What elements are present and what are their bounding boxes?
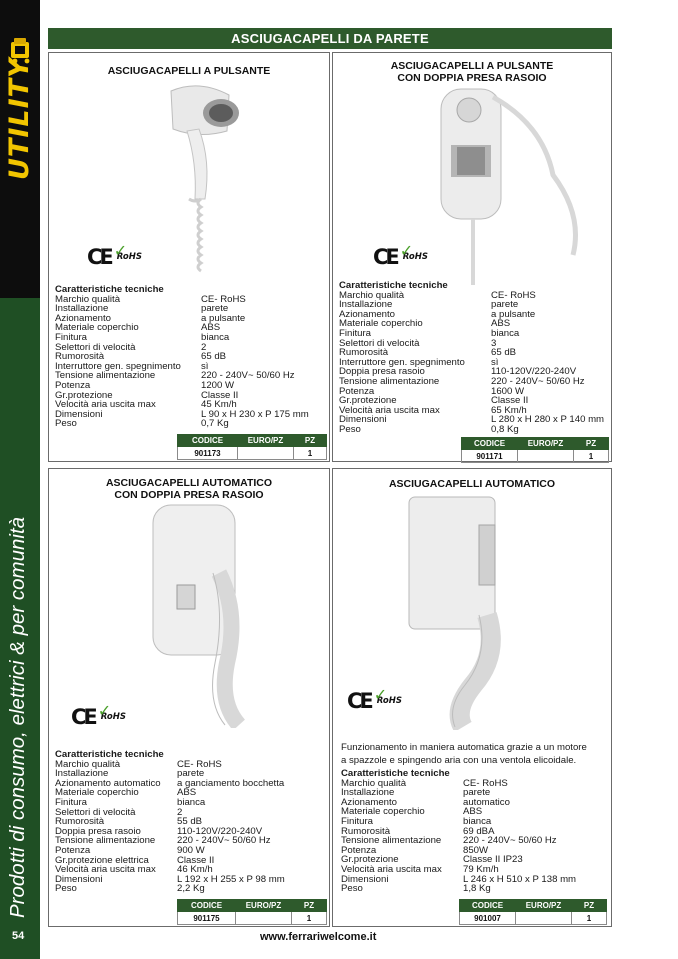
spec-value: ABS <box>463 806 483 818</box>
spec-label: Velocità aria uscita max <box>55 399 156 411</box>
spec-label: Finitura <box>55 796 87 808</box>
spec-label: Velocità aria uscita max <box>55 864 156 876</box>
product-code: 901175 <box>178 912 236 925</box>
ce-mark: CE <box>87 245 111 269</box>
spec-value: CE- RoHS <box>463 777 508 789</box>
spec-label: Peso <box>341 883 363 895</box>
rohs-mark: ✓ RoHS <box>101 712 126 722</box>
sidebar <box>0 0 40 959</box>
hair-dryer-image <box>433 85 593 285</box>
qty-header: PZ <box>292 900 327 912</box>
spec-value: 900 W <box>177 844 205 856</box>
spec-label: Rumorosità <box>55 351 105 363</box>
spec-value: 220 - 240V~ 50/60 Hz <box>177 835 271 847</box>
spec-value: 3 <box>491 337 497 349</box>
code-header: CODICE <box>178 900 236 912</box>
spec-label: Gr.protezione <box>55 389 113 401</box>
spec-label: Tensione alimentazione <box>339 375 440 387</box>
spec-label: Selettori di velocità <box>339 337 420 349</box>
hair-dryer-image <box>149 503 249 728</box>
spec-value: 1200 W <box>201 379 235 391</box>
spec-value: sì <box>491 356 499 368</box>
price-header: EURO/PZ <box>516 900 572 912</box>
spec-row <box>339 377 609 387</box>
spec-value: L 280 x H 280 x P 140 mm <box>491 414 605 426</box>
spec-list <box>55 285 325 429</box>
product-code: 901007 <box>460 912 516 925</box>
spec-row <box>55 419 325 429</box>
code-table <box>459 899 607 925</box>
rohs-mark: ✓ RoHS <box>377 696 402 706</box>
rohs-mark: ✓ RoHS <box>403 252 428 262</box>
product-price <box>516 912 572 925</box>
spec-label: Marchio qualità <box>339 289 405 301</box>
code-table <box>177 434 327 460</box>
spec-value: CE- RoHS <box>177 758 222 770</box>
spec-label: Dimensioni <box>339 414 387 426</box>
spec-label: Installazione <box>55 303 109 315</box>
spec-value: Classe II IP23 <box>463 854 523 866</box>
spec-value: L 192 x H 255 x P 98 mm <box>177 873 285 885</box>
code-header: CODICE <box>178 435 238 447</box>
rohs-mark: ✓ RoHS <box>117 252 142 262</box>
spec-row <box>339 425 609 435</box>
spec-label: Materiale coperchio <box>339 318 423 330</box>
product-title: ASCIUGACAPELLI AUTOMATICO <box>105 477 273 489</box>
price-header: EURO/PZ <box>236 900 292 912</box>
page-number: 54 <box>12 930 25 942</box>
spec-value: automatico <box>463 796 510 808</box>
code-header: CODICE <box>462 438 518 450</box>
spec-value: 220 - 240V~ 50/60 Hz <box>491 375 585 387</box>
ce-mark: CE <box>71 705 95 729</box>
spec-label: Selettori di velocità <box>55 806 136 818</box>
spec-label: Doppia presa rasoio <box>55 825 141 837</box>
product-card <box>332 52 612 462</box>
spec-label: Installazione <box>339 299 393 311</box>
spec-label: Marchio qualità <box>341 777 407 789</box>
spec-value: 2,2 Kg <box>177 883 205 895</box>
spec-row <box>339 415 609 425</box>
product-title: ASCIUGACAPELLI AUTOMATICO <box>388 478 556 490</box>
description-line: a spazzole e spingendo aria con una ventola elicoidale. <box>341 754 577 766</box>
spec-label: Selettori di velocità <box>55 341 136 353</box>
product-card <box>48 52 330 462</box>
certification-marks <box>87 245 142 269</box>
spec-value: parete <box>201 303 229 315</box>
spec-label: Azionamento automatico <box>55 777 161 789</box>
ce-mark: CE <box>373 245 397 269</box>
spec-value: ABS <box>201 322 221 334</box>
product-code: 901173 <box>178 447 238 460</box>
spec-value: 45 Km/h <box>201 399 237 411</box>
spec-label: Interruttore gen. spegnimento <box>339 356 465 368</box>
spec-label: Tensione alimentazione <box>341 835 442 847</box>
spec-value: L 90 x H 230 x P 175 mm <box>201 408 309 420</box>
product-qty: 1 <box>294 447 327 460</box>
spec-value: sì <box>201 360 209 372</box>
product-title: ASCIUGACAPELLI A PULSANTE <box>107 65 271 77</box>
spec-label: Peso <box>55 883 77 895</box>
spec-label: Finitura <box>341 815 373 827</box>
spec-value: L 246 x H 510 x P 138 mm <box>463 873 577 885</box>
spec-label: Peso <box>339 423 361 435</box>
spec-label: Potenza <box>339 385 375 397</box>
spec-list <box>55 750 325 894</box>
spec-value: 79 Km/h <box>463 863 499 875</box>
spec-label: Dimensioni <box>341 873 389 885</box>
product-subtitle: CON DOPPIA PRESA RASOIO <box>114 489 264 501</box>
spec-value: bianca <box>463 815 492 827</box>
spec-row <box>55 371 325 381</box>
spec-value: a pulsante <box>491 308 536 320</box>
hair-dryer-image <box>159 81 249 286</box>
certification-marks <box>373 245 428 269</box>
spec-value: ABS <box>491 318 511 330</box>
spec-value: 2 <box>201 341 207 353</box>
spec-label: Dimensioni <box>55 873 103 885</box>
spec-list <box>341 769 611 894</box>
spec-label: Tensione alimentazione <box>55 370 156 382</box>
code-table <box>461 437 609 463</box>
spec-value: Classe II <box>491 395 529 407</box>
spec-value: parete <box>177 768 205 780</box>
category-label: Prodotti di consumo, elettrici & per comunità <box>6 516 29 918</box>
specs-header: Caratteristiche tecniche <box>55 749 164 760</box>
product-qty: 1 <box>292 912 327 925</box>
spec-value: 65 dB <box>491 347 517 359</box>
code-header: CODICE <box>460 900 516 912</box>
spec-label: Materiale coperchio <box>55 787 139 799</box>
spec-label: Velocità aria uscita max <box>339 404 440 416</box>
spec-label: Marchio qualità <box>55 758 121 770</box>
product-description <box>341 742 609 767</box>
spec-value: Classe II <box>201 389 239 401</box>
spec-value: 69 dBA <box>463 825 495 837</box>
spec-label: Velocità aria uscita max <box>341 863 442 875</box>
qty-header: PZ <box>294 435 327 447</box>
product-qty: 1 <box>572 912 607 925</box>
spec-label: Gr.protezione <box>341 854 399 866</box>
spec-value: parete <box>491 299 519 311</box>
spec-label: Azionamento <box>339 308 395 320</box>
product-price <box>238 447 294 460</box>
hair-dryer-image <box>403 495 513 730</box>
spec-value: 46 Km/h <box>177 864 213 876</box>
spec-value: CE- RoHS <box>201 293 246 305</box>
spec-label: Azionamento <box>55 312 111 324</box>
spec-row <box>341 884 611 894</box>
spec-value: CE- RoHS <box>491 289 536 301</box>
spec-value: ABS <box>177 787 197 799</box>
price-header: EURO/PZ <box>518 438 574 450</box>
spec-label: Finitura <box>339 327 371 339</box>
product-card <box>332 468 612 927</box>
spec-value: bianca <box>491 327 520 339</box>
price-header: EURO/PZ <box>238 435 294 447</box>
product-qty: 1 <box>574 450 609 463</box>
specs-header: Caratteristiche tecniche <box>339 280 448 291</box>
spec-row <box>55 410 325 420</box>
spec-row <box>339 319 609 329</box>
spec-label: Materiale coperchio <box>55 322 139 334</box>
spec-value: 220 - 240V~ 50/60 Hz <box>201 370 295 382</box>
qty-header: PZ <box>572 900 607 912</box>
spec-value: a ganciamento bocchetta <box>177 777 285 789</box>
code-table <box>177 899 327 925</box>
spec-label: Potenza <box>55 844 91 856</box>
spec-value: 2 <box>177 806 183 818</box>
spec-label: Interruttore gen. spegnimento <box>55 360 181 372</box>
spec-value: parete <box>463 787 491 799</box>
spec-value: 0,8 Kg <box>491 423 519 435</box>
specs-header: Caratteristiche tecniche <box>341 768 450 779</box>
spec-label: Installazione <box>55 768 109 780</box>
ce-mark: CE <box>347 689 371 713</box>
page-title: ASCIUGACAPELLI DA PARETE <box>48 28 612 49</box>
spec-value: 110-120V/220-240V <box>491 366 577 378</box>
spec-row <box>55 323 325 333</box>
spec-label: Dimensioni <box>55 408 103 420</box>
spec-value: 850W <box>463 844 489 856</box>
spec-value: 0,7 Kg <box>201 418 229 430</box>
spec-value: bianca <box>201 331 230 343</box>
spec-row <box>55 884 325 894</box>
spec-value: a pulsante <box>201 312 246 324</box>
spec-label: Materiale coperchio <box>341 806 425 818</box>
spec-value: 220 - 240V~ 50/60 Hz <box>463 835 557 847</box>
spec-label: Finitura <box>55 331 87 343</box>
spec-label: Potenza <box>341 844 377 856</box>
spec-label: Rumorosità <box>55 816 105 828</box>
spec-value: 110-120V/220-240V <box>177 825 263 837</box>
product-subtitle: CON DOPPIA PRESA RASOIO <box>397 72 547 84</box>
spec-label: Gr.protezione elettrica <box>55 854 149 866</box>
product-title: ASCIUGACAPELLI A PULSANTE <box>390 60 554 72</box>
product-price <box>518 450 574 463</box>
spec-list <box>339 281 609 435</box>
spec-label: Rumorosità <box>341 825 391 837</box>
product-card <box>48 468 330 927</box>
spec-label: Azionamento <box>341 796 397 808</box>
spec-value: 65 dB <box>201 351 227 363</box>
spec-label: Marchio qualità <box>55 293 121 305</box>
spec-value: 1600 W <box>491 385 525 397</box>
qty-header: PZ <box>574 438 609 450</box>
spec-label: Tensione alimentazione <box>55 835 156 847</box>
footer-website[interactable]: www.ferrariwelcome.it <box>260 931 377 943</box>
product-price <box>236 912 292 925</box>
spec-label: Doppia presa rasoio <box>339 366 425 378</box>
spec-value: 65 Km/h <box>491 404 527 416</box>
spec-value: Classe II <box>177 854 215 866</box>
specs-header: Caratteristiche tecniche <box>55 284 164 295</box>
spec-value: bianca <box>177 796 206 808</box>
spec-label: Peso <box>55 418 77 430</box>
description-line: Funzionamento in maniera automatica grazie a un motore <box>341 742 587 753</box>
certification-marks <box>71 705 126 729</box>
spec-label: Rumorosità <box>339 347 389 359</box>
spec-label: Gr.protezione <box>339 395 397 407</box>
spec-label: Installazione <box>341 787 395 799</box>
certification-marks <box>347 689 402 713</box>
spec-value: 1,8 Kg <box>463 883 491 895</box>
spec-value: 55 dB <box>177 816 203 828</box>
product-code: 901171 <box>462 450 518 463</box>
spec-label: Potenza <box>55 379 91 391</box>
